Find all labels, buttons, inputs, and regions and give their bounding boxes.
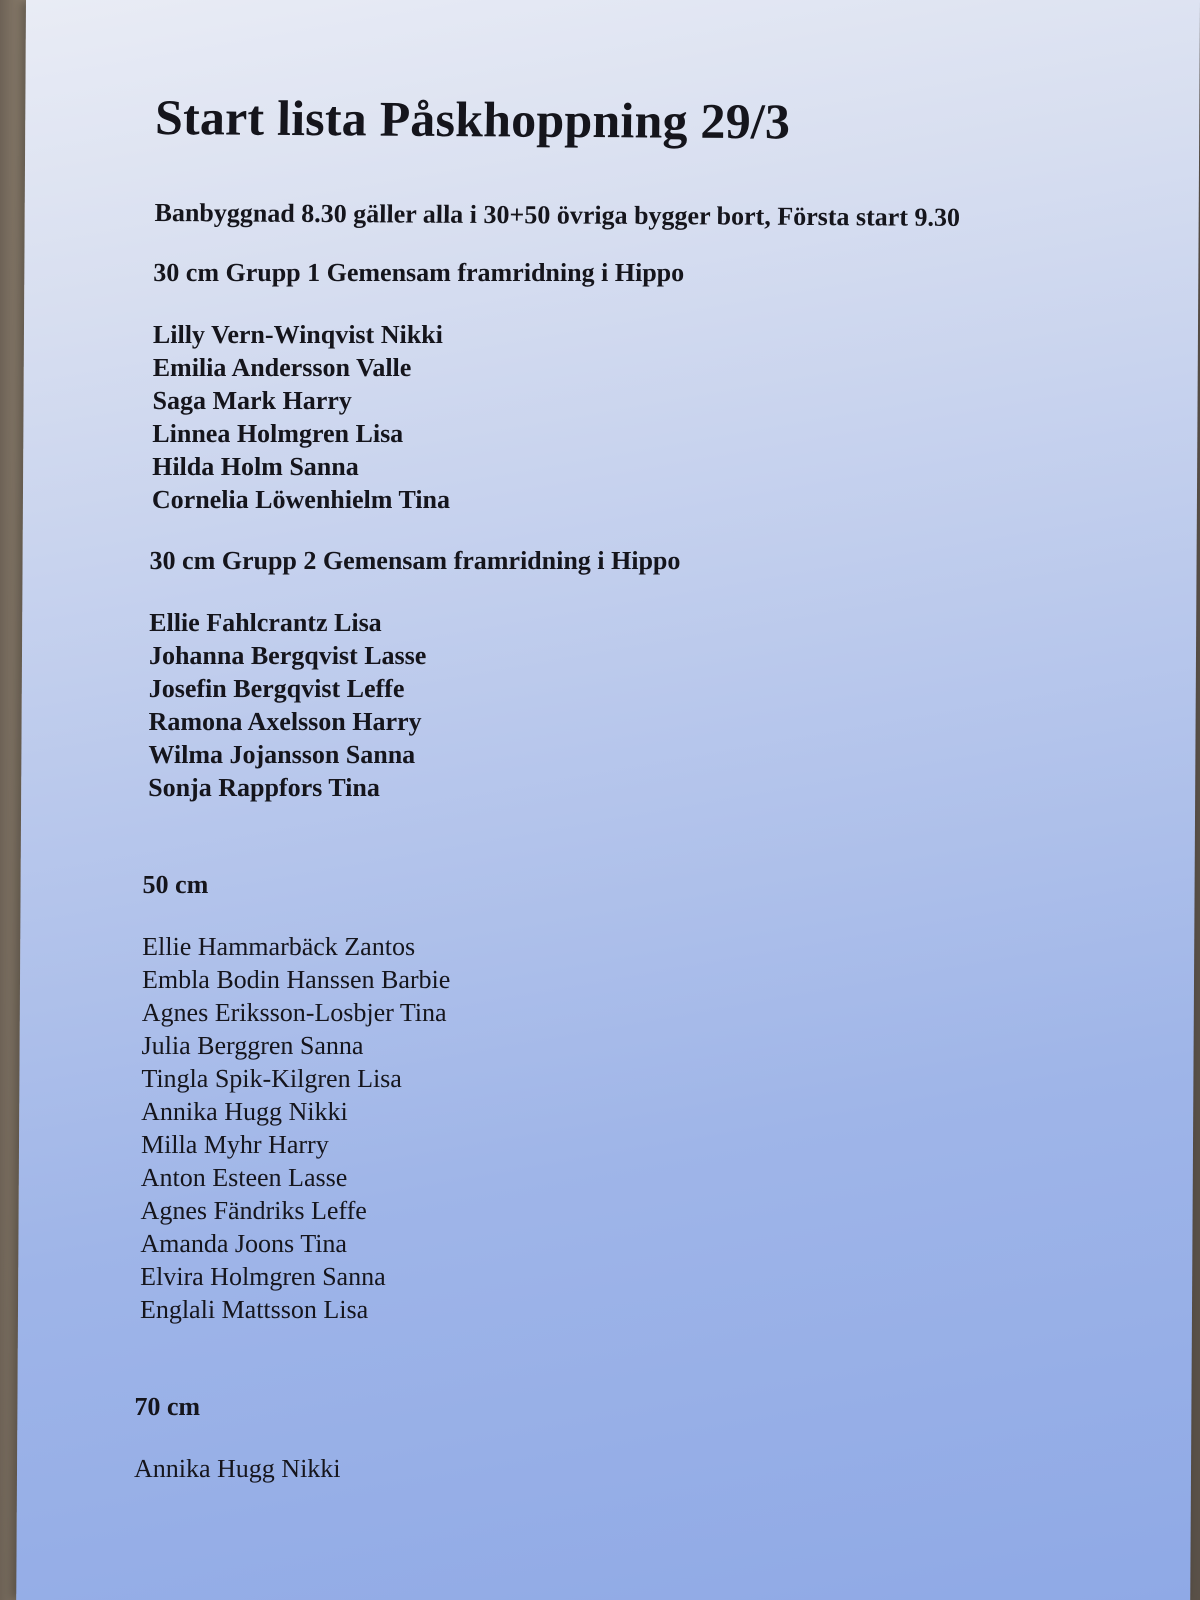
paper-sheet (16, 0, 1200, 1600)
entry-row: Ellie Fahlcrantz Lisa (149, 608, 382, 637)
entry-list (140, 930, 1130, 1326)
entry-row: Hilda Holm Sanna (152, 452, 359, 481)
entry-row: Saga Mark Harry (152, 386, 352, 415)
entry-row: Embla Bodin Hanssen Barbie (141, 965, 451, 994)
entry-row: Johanna Bergqvist Lasse (148, 641, 427, 670)
group-heading: 30 cm Grupp 1 Gemensam framridning i Hippo (153, 258, 685, 287)
group-30cm-grupp-2 (148, 546, 1133, 804)
entry-row: Elvira Holmgren Sanna (140, 1262, 386, 1291)
entry-row: Anton Esteen Lasse (140, 1163, 348, 1192)
entry-row: Lilly Vern-Winqvist Nikki (152, 320, 443, 349)
entry-row: Milla Myhr Harry (140, 1130, 329, 1159)
group-heading: 30 cm Grupp 2 Gemensam framridning i Hippo (149, 546, 681, 575)
group-50cm (140, 870, 1131, 1326)
entry-list (152, 318, 1134, 516)
entry-list (134, 1452, 1127, 1485)
entry-row: Sonja Rappfors Tina (148, 773, 380, 802)
document-title: Start lista Påskhoppning 29/3 (154, 88, 791, 150)
entry-row: Cornelia Löwenhielm Tina (151, 485, 451, 514)
entry-row: Tingla Spik-Kilgren Lisa (141, 1064, 402, 1093)
entry-row: Englali Mattsson Lisa (139, 1295, 369, 1324)
spacer (147, 1356, 1127, 1392)
spacer (151, 834, 1131, 870)
document-content (133, 88, 1136, 1515)
group-30cm-grupp-1 (152, 258, 1135, 516)
entry-row: Julia Berggren Sanna (141, 1031, 364, 1060)
entry-row: Josefin Bergqvist Leffe (148, 674, 405, 703)
entry-row: Agnes Fändriks Leffe (140, 1196, 367, 1225)
entry-row: Amanda Joons Tina (140, 1229, 348, 1258)
group-heading: 70 cm (134, 1392, 201, 1421)
entry-row: Ellie Hammarbäck Zantos (142, 932, 416, 961)
entry-row: Emilia Andersson Valle (152, 353, 412, 382)
group-heading: 50 cm (142, 870, 209, 899)
entry-row: Annika Hugg Nikki (141, 1097, 348, 1126)
entry-row: Linnea Holmgren Lisa (152, 419, 404, 448)
entry-row: Agnes Eriksson-Losbjer Tina (141, 998, 447, 1027)
entry-row: Annika Hugg Nikki (133, 1454, 341, 1483)
entry-list (148, 606, 1132, 804)
group-70cm (134, 1392, 1128, 1485)
schedule-info: Banbyggnad 8.30 gäller alla i 30+50 övriga bygger bort, Första start 9.30 (154, 198, 961, 232)
entry-row: Wilma Jojansson Sanna (148, 740, 416, 769)
entry-row: Ramona Axelsson Harry (148, 707, 422, 736)
